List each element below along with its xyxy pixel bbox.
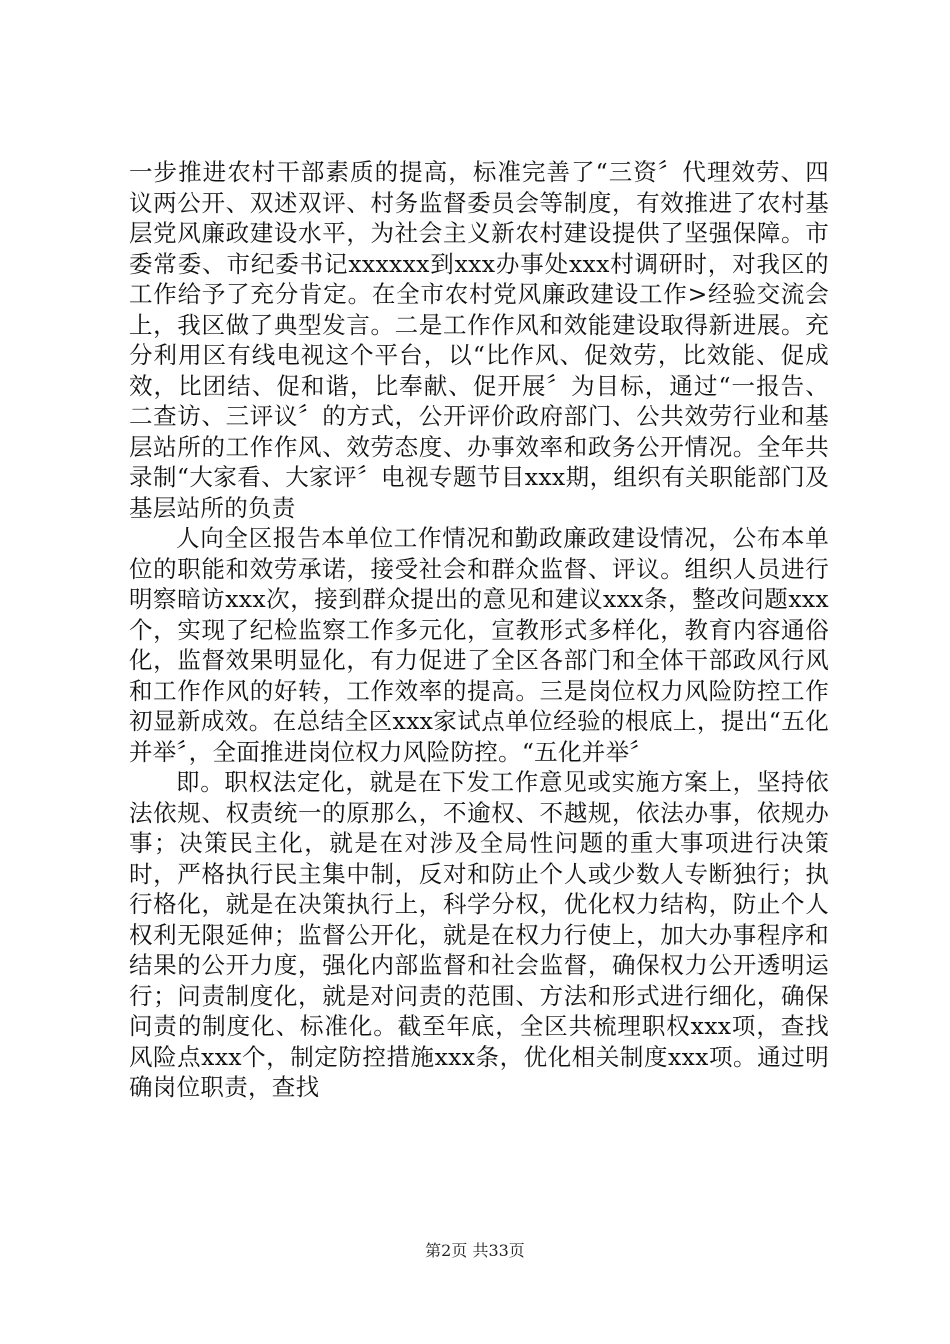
document-body xyxy=(129,157,829,1103)
page-footer: 第2页 共33页 xyxy=(425,1241,525,1260)
paragraph-3: 即。职权法定化，就是在下发工作意见或实施方案上，坚持依法依规、权责统一的原那么，不逾权、不越规，依法办事，依规办事；决策民主化，就是在对涉及全局性问题的重大事项进行决策时，严格执行民主集中制，反对和防止个人或少数人专断独行；执行格化，就是在决策执行上，科学分权，优化权力结构，防止个人权利无限延伸；监督公开化，就是在权力行使上，加大办事程序和结果的公开力度，强化内部监督和社会监督，确保权力公开透明运行；问责制度化，就是对问责的范围、方法和形式进行细化，确保问责的制度化、标准化。截至年底，全区共梳理职权xxx项，查找风险点xxx个，制定防控措施xxx条，优化相关制度xxx项。通过明确岗位职责，查找 xyxy=(129,768,829,1101)
paragraph-2: 人向全区报告本单位工作情况和勤政廉政建设情况，公布本单位的职能和效劳承诺，接受社会和群众监督、评议。组织人员进行明察暗访xxx次，接到群众提出的意见和建议xxx条，整改问题xxx个，实现了纪检监察工作多元化，宣教形式多样化，教育内容通俗化，监督效果明显化，有力促进了全区各部门和全体干部政风行风和工作作风的好转，工作效率的提高。三是岗位权力风险防控工作初显新成效。在总结全区xxx家试点单位经验的根底上，提出“五化并举〞，全面推进岗位权力风险防控。“五化并举〞 xyxy=(129,524,829,766)
paragraph-1: 一步推进农村干部素质的提高，标准完善了“三资〞代理效劳、四议两公开、双述双评、村务监督委员会等制度，有效推进了农村基层党风廉政建设水平，为社会主义新农村建设提供了坚强保障。市委常委、市纪委书记xxxxxx到xxx办事处xxx村调研时，对我区的工作给予了充分肯定。在全市农村党风廉政建设工作>经验交流会上，我区做了典型发言。二是工作作风和效能建设取得新进展。充分利用区有线电视这个平台，以“比作风、促效劳，比效能、促成效，比团结、促和谐，比奉献、促开展〞为目标，通过“一报告、二查访、三评议〞的方式，公开评价政府部门、公共效劳行业和基层站所的工作作风、效劳态度、办事效率和政务公开情况。全年共录制“大家看、大家评〞电视专题节目xxx期，组织有关职能部门及基层站所的负责 xyxy=(129,158,829,522)
